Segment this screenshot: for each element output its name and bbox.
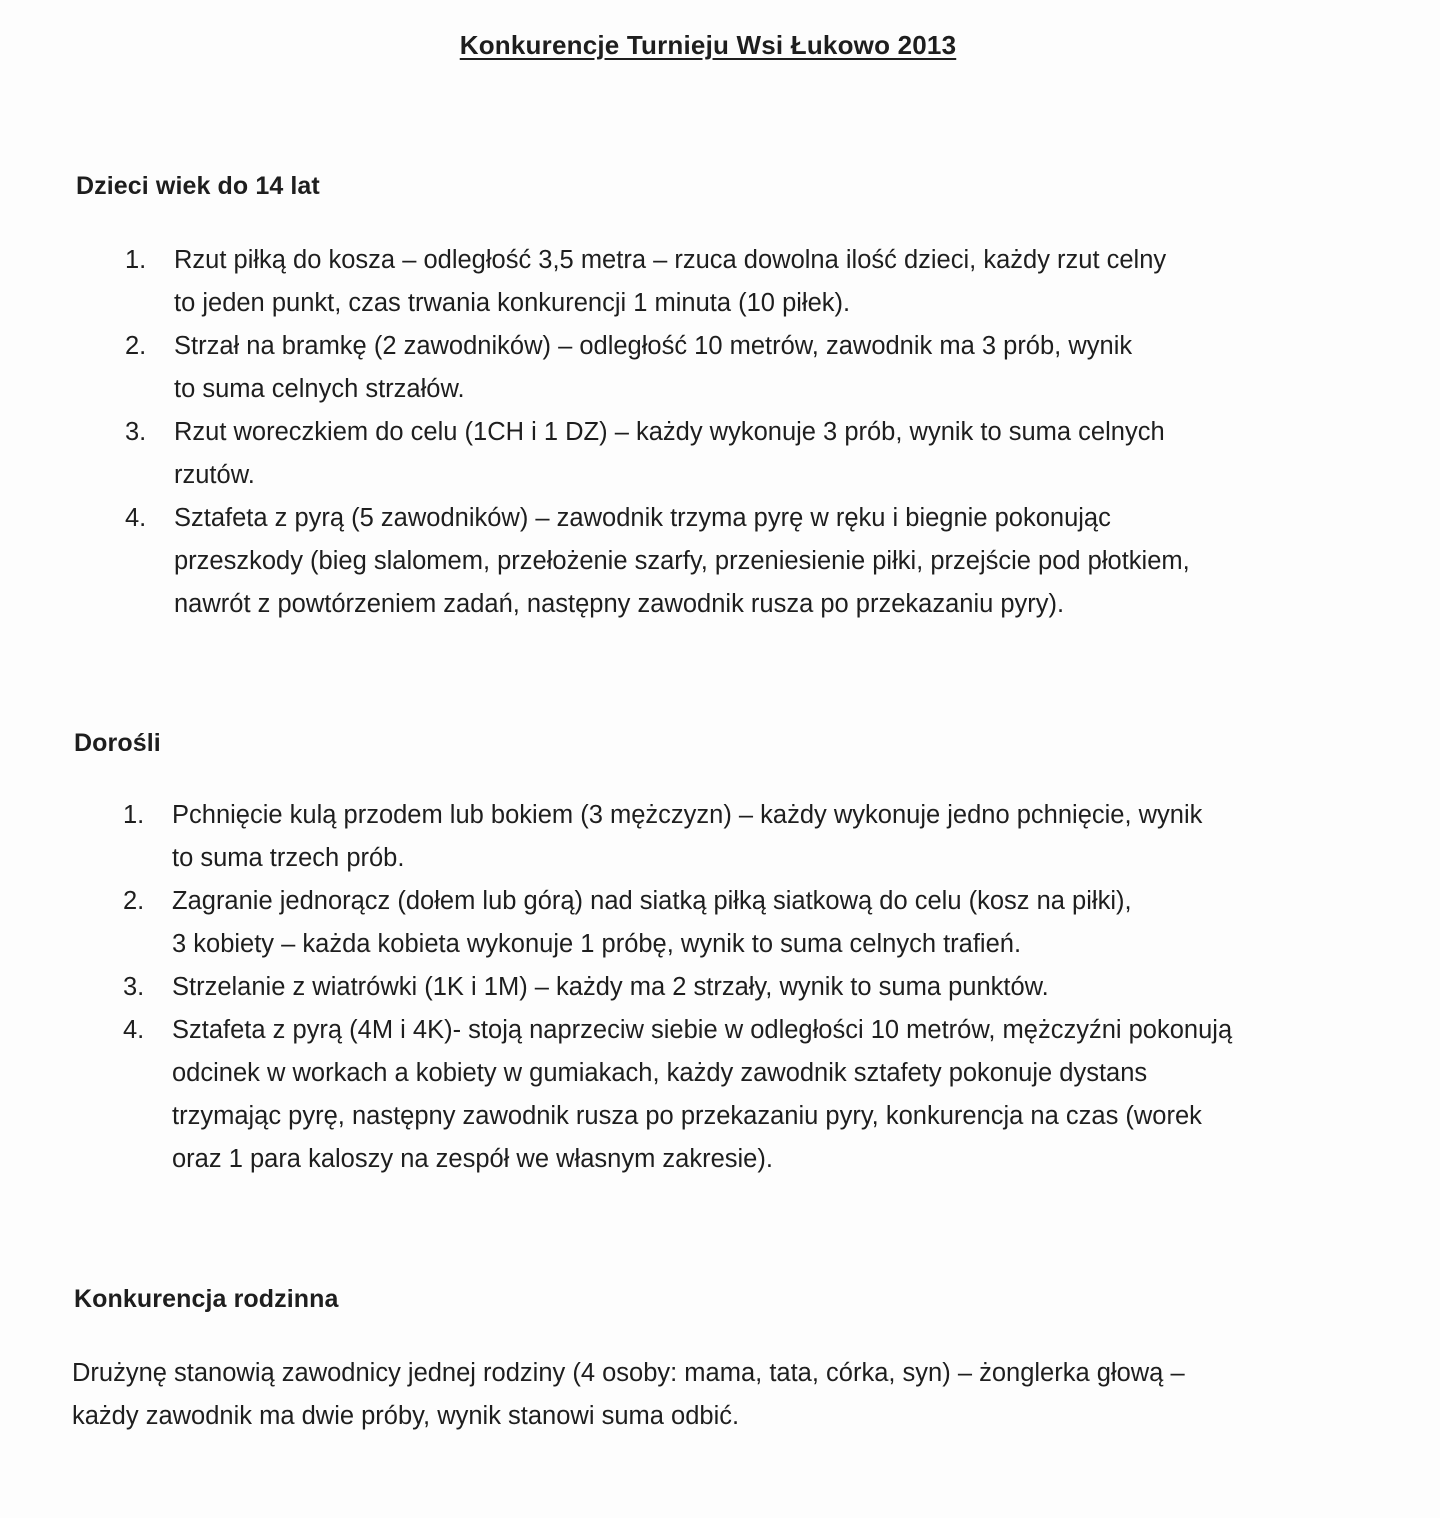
list-item: [72, 325, 1190, 411]
list-item: [72, 497, 1190, 626]
family-competition-paragraph: [72, 1352, 1185, 1438]
item-line: oraz 1 para kaloszy na zespół we własnym zakresie).: [172, 1145, 773, 1173]
paragraph-line: Drużynę stanowią zawodnicy jednej rodziny (4 osoby: mama, tata, córka, syn) – żonglerka głową –: [72, 1359, 1185, 1387]
section-heading-adults: Dorośli: [74, 729, 161, 757]
list-item: [70, 1009, 1232, 1181]
item-line: Sztafeta z pyrą (4M i 4K)- stoją naprzeciw siebie w odległości 10 metrów, mężczyźni pokonują: [172, 1016, 1233, 1044]
paragraph-line: każdy zawodnik ma dwie próby, wynik stanowi suma odbić.: [72, 1402, 740, 1430]
item-line: to jeden punkt, czas trwania konkurencji 1 minuta (10 piłek).: [174, 289, 851, 317]
item-line: to suma celnych strzałów.: [174, 375, 465, 403]
item-line: 3 kobiety – każda kobieta wykonuje 1 próbę, wynik to suma celnych trafień.: [172, 930, 1022, 958]
document-title: Konkurencje Turnieju Wsi Łukowo 2013: [459, 30, 957, 60]
item-line: Sztafeta z pyrą (5 zawodników) – zawodnik trzyma pyrę w ręku i biegnie pokonując: [174, 504, 1111, 532]
item-number: 1.: [125, 246, 147, 274]
children-competition-list: [72, 239, 1190, 626]
list-item: [70, 966, 1232, 1009]
list-item: [72, 239, 1190, 325]
item-line: Rzut woreczkiem do celu (1CH i 1 DZ) – każdy wykonuje 3 prób, wynik to suma celnych: [174, 418, 1165, 446]
item-line: trzymając pyrę, następny zawodnik rusza po przekazaniu pyry, konkurencja na czas (worek: [172, 1102, 1202, 1130]
section-heading-children: Dzieci wiek do 14 lat: [76, 172, 320, 200]
item-line: Strzelanie z wiatrówki (1K i 1M) – każdy ma 2 strzały, wynik to suma punktów.: [172, 973, 1049, 1001]
item-line: to suma trzech prób.: [172, 844, 405, 872]
item-line: przeszkody (bieg slalomem, przełożenie szarfy, przeniesienie piłki, przejście pod płotkiem,: [174, 547, 1190, 575]
item-number: 3.: [123, 973, 145, 1001]
item-number: 3.: [125, 418, 147, 446]
list-item: [70, 880, 1232, 966]
list-item: [72, 411, 1190, 497]
item-line: odcinek w workach a kobiety w gumiakach, każdy zawodnik sztafety pokonuje dystans: [172, 1059, 1148, 1087]
list-item: [70, 794, 1232, 880]
section-heading-family: Konkurencja rodzinna: [74, 1285, 339, 1313]
item-number: 2.: [125, 332, 147, 360]
item-line: Rzut piłką do kosza – odległość 3,5 metra – rzuca dowolna ilość dzieci, każdy rzut celny: [174, 246, 1167, 274]
item-number: 4.: [123, 1016, 145, 1044]
item-number: 4.: [125, 504, 147, 532]
item-line: Strzał na bramkę (2 zawodników) – odległość 10 metrów, zawodnik ma 3 prób, wynik: [174, 332, 1133, 360]
item-line: Pchnięcie kulą przodem lub bokiem (3 mężczyzn) – każdy wykonuje jedno pchnięcie, wynik: [172, 801, 1203, 829]
item-number: 1.: [123, 801, 145, 829]
item-number: 2.: [123, 887, 145, 915]
adults-competition-list: [70, 794, 1232, 1181]
item-line: Zagranie jednorącz (dołem lub górą) nad siatką piłką siatkową do celu (kosz na piłki),: [172, 887, 1132, 915]
item-line: nawrót z powtórzeniem zadań, następny zawodnik rusza po przekazaniu pyry).: [174, 590, 1065, 618]
item-line: rzutów.: [174, 461, 255, 489]
